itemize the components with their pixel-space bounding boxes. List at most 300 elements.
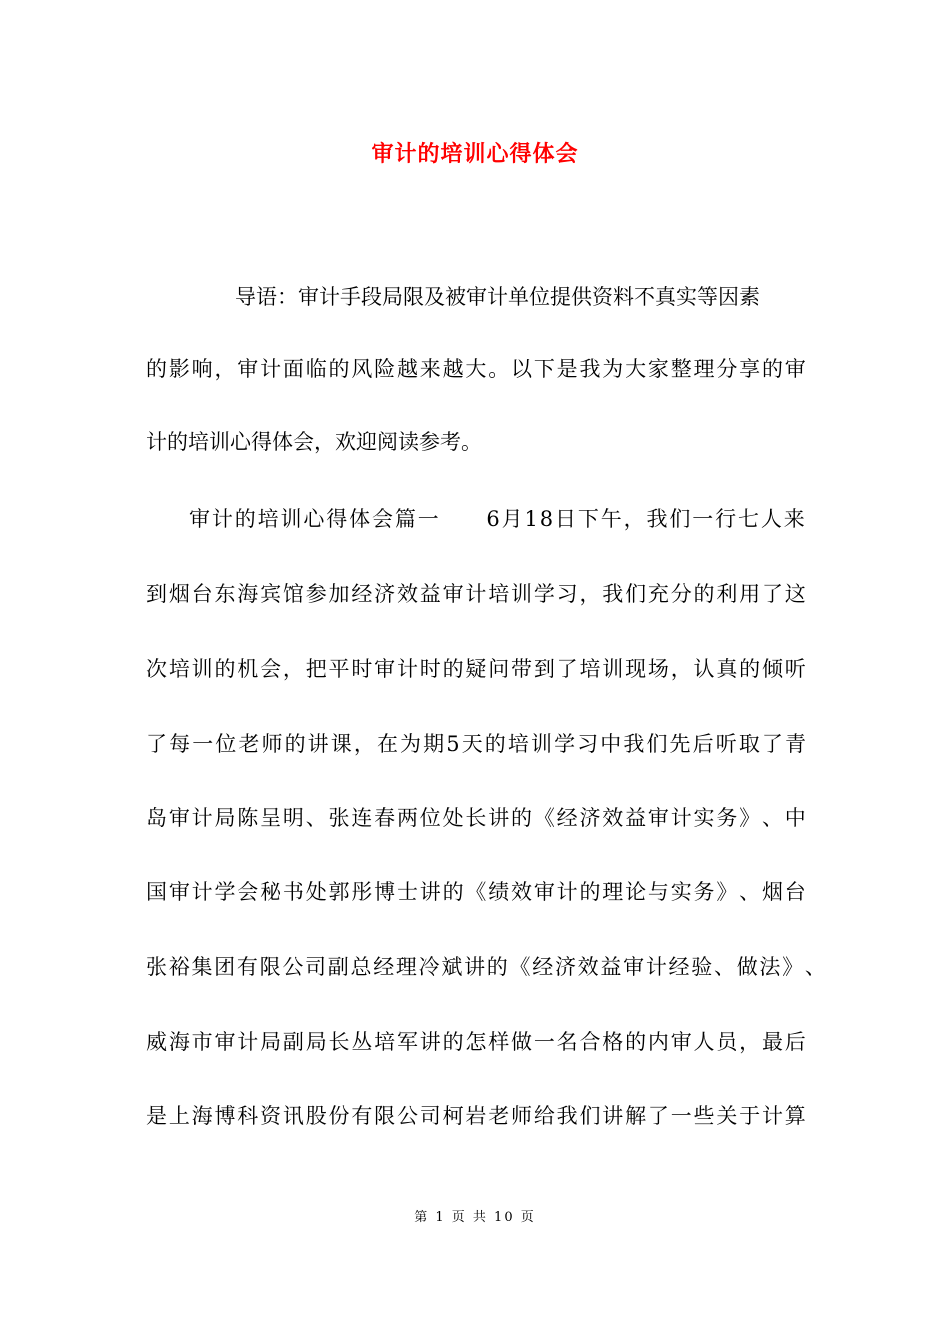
text-char: 张 [328,806,350,830]
text-char: 团 [214,955,236,979]
text-char: 整 [670,357,692,381]
text-char: 学 [554,732,576,756]
text-char: 下 [577,507,599,531]
text-char: 把 [305,657,327,681]
text-char: 计 [191,880,213,904]
text-char: 老 [238,732,260,756]
text-char: 的 [284,732,306,756]
text-char: 审 [784,357,806,381]
text-char: 处 [442,806,464,830]
text-char: 的 [739,657,761,681]
text-char: 中 [784,806,806,830]
text-char: 取 [738,732,760,756]
paragraph-line-1: 导语：审计手段局限及被审计单位提供资料不真实等因素 [235,285,760,309]
text-char: 彤 [351,880,373,904]
text-char: 丛 [351,1030,373,1054]
text-char: 书 [282,880,304,904]
text-char: 的 [442,880,464,904]
text-char: 听 [715,732,737,756]
text-char: 论 [625,880,647,904]
text-char: 理 [602,880,624,904]
text-char: 益 [600,955,622,979]
text-char: 影 [168,357,190,381]
text-char: 裕 [168,955,190,979]
text-char: 讲 [307,732,329,756]
text-char: 认 [693,657,715,681]
text-char: 平 [328,657,350,681]
text-char: 法 [759,955,781,979]
text-char: 的 [761,357,783,381]
text-char: 经 [556,806,578,830]
text-char: 讲 [602,1104,624,1128]
text-char: 做 [511,1030,532,1054]
text-char: ， [670,657,692,681]
text-char: 效 [396,582,418,606]
text-char: 经 [532,955,554,979]
text-char: 海 [237,582,259,606]
text-char: 两 [396,806,418,830]
text-char: 计 [191,806,213,830]
text-char: 经 [351,582,373,606]
text-char: 些 [693,1104,715,1128]
text-char: 培 [168,657,190,681]
text-char: 》 [782,955,804,979]
text-char: 海 [191,1104,213,1128]
text-char: 市 [191,1030,213,1054]
text-char: 以 [511,357,532,381]
text-char: 面 [282,357,304,381]
text-char: 《 [533,806,555,830]
text-char: 名 [556,1030,578,1054]
text-char: 了 [761,732,783,756]
text-char: 郭 [328,880,350,904]
text-char: 七 [738,507,759,531]
text-char: 给 [533,1104,555,1128]
text-char: 风 [351,357,373,381]
text-char: 理 [395,955,417,979]
text-char: 局 [305,1030,327,1054]
text-char: 们 [625,582,647,606]
text-char: 《 [509,955,531,979]
text-char: 6 [486,507,500,531]
text-char: 师 [261,732,283,756]
text-char: 的 [511,806,532,830]
text-char: 审 [214,1030,236,1054]
text-char: 我 [579,357,601,381]
text-char: 东 [214,582,236,606]
text-char: 局 [260,1030,282,1054]
text-char: 机 [237,657,259,681]
text-char: 烟 [761,880,783,904]
text-char: 、 [804,955,826,979]
text-char: 的 [625,1030,647,1054]
text-char: 期 [423,732,445,756]
text-char: 培 [488,582,510,606]
text-char: 限 [259,955,281,979]
text-char: 斌 [441,955,463,979]
paragraph-line-8 [146,800,806,836]
text-char: 绩 [488,880,510,904]
text-char: 月 [501,507,523,531]
text-char: 培 [507,732,529,756]
text-char: 体 [349,507,371,531]
text-char: 岛 [146,806,167,830]
text-char: 审 [374,657,396,681]
text-char: 习 [577,732,599,756]
text-char: 计 [645,955,667,979]
text-char: 审 [442,582,464,606]
text-char: 分 [716,357,738,381]
paragraph-line-7 [146,726,806,762]
text-char: 一 [417,507,439,531]
text-char: 经 [668,955,690,979]
text-char: 长 [465,806,487,830]
text-char: 务 [693,880,715,904]
text-char: 的 [328,357,350,381]
text-char: ， [579,582,601,606]
text-char: 了 [146,732,167,756]
text-char: 分 [670,582,692,606]
text-char: 险 [374,357,396,381]
text-char: 长 [328,1030,350,1054]
text-char: 训 [191,657,213,681]
text-char: 与 [647,880,669,904]
text-char: 会 [372,507,393,531]
text-char: 为 [602,357,624,381]
text-char: 博 [214,1104,236,1128]
text-char: 先 [669,732,691,756]
text-char: 问 [488,657,510,681]
text-char: 怎 [465,1030,487,1054]
text-char: 的 [214,657,236,681]
text-char: 训 [511,582,532,606]
text-char: 济 [554,955,576,979]
text-char: 现 [625,657,647,681]
text-char: 有 [351,1104,373,1128]
text-char: 学 [214,880,236,904]
text-char: 呈 [260,806,282,830]
text-char: 讲 [464,955,486,979]
text-char: 5 [446,732,460,756]
text-char: 合 [579,1030,601,1054]
text-char: 听 [784,657,806,681]
text-char: 响 [191,357,213,381]
text-char: 验 [691,955,713,979]
text-char: 们 [669,507,691,531]
text-char: 一 [192,732,214,756]
text-char: 份 [328,1104,350,1128]
paragraph-line-11 [146,1024,806,1060]
text-char: 士 [396,880,418,904]
text-char: 讯 [282,1104,304,1128]
text-char: 》 [716,880,738,904]
text-char: 最 [761,1030,783,1054]
text-char: 大 [465,357,487,381]
text-char: 到 [146,582,167,606]
text-char: 们 [646,732,668,756]
paragraph-line-5 [146,576,806,612]
text-char: 上 [168,1104,190,1128]
text-char: 关 [716,1104,738,1128]
text-char: 计 [761,1104,783,1128]
text-char: 位 [215,732,237,756]
text-char: 、 [713,955,735,979]
text-char: 。 [488,357,510,381]
text-char: 篇 [394,507,416,531]
text-char: 的 [146,357,167,381]
text-char: 台 [784,880,806,904]
text-char: 8 [539,507,554,531]
text-char: 后 [784,1030,806,1054]
text-char: 训 [602,657,624,681]
text-char: 做 [736,955,758,979]
text-char: 的 [693,582,715,606]
text-char: 计 [211,507,233,531]
text-char: 师 [511,1104,532,1128]
text-char: ， [739,1030,761,1054]
text-char: 的 [442,1030,464,1054]
text-char: 审 [670,1030,692,1054]
text-char: 1 [524,507,538,531]
text-char: 利 [716,582,738,606]
text-char: 计 [465,582,487,606]
text-char: 实 [670,880,692,904]
text-char: 计 [260,357,282,381]
paragraph-line-4 [189,501,805,537]
text-char: ， [214,357,236,381]
text-char: 柯 [442,1104,464,1128]
text-char: 有 [236,955,258,979]
text-char: 心 [303,507,325,531]
text-char: 午 [600,507,622,531]
text-char: 临 [305,357,327,381]
text-char: 审 [237,357,259,381]
text-char: 科 [237,1104,259,1128]
text-char: 我 [556,1104,578,1128]
text-char: 务 [716,806,738,830]
text-char: 青 [785,732,806,756]
text-char: 天 [461,732,483,756]
text-char: 解 [625,1104,647,1128]
text-char: 时 [419,657,441,681]
text-char: 内 [647,1030,669,1054]
text-char: 张 [146,955,167,979]
text-char: 带 [511,657,532,681]
text-char: 大 [625,357,647,381]
text-char: 威 [146,1030,167,1054]
text-char: 、 [761,806,783,830]
text-char [464,501,485,537]
text-char: 副 [327,955,349,979]
text-char: 场 [647,657,669,681]
text-char: 于 [739,1104,761,1128]
text-char: 司 [419,1104,441,1128]
text-char: 培 [374,1030,396,1054]
text-char: 冷 [418,955,440,979]
text-char: 为 [400,732,422,756]
text-char: 会 [260,657,282,681]
text-char: 一 [670,1104,692,1128]
text-char: 的 [234,507,256,531]
text-char: 岩 [465,1104,487,1128]
text-char: ， [623,507,645,531]
text-char: 国 [146,880,167,904]
text-char: 计 [237,1030,259,1054]
text-char: 公 [396,1104,418,1128]
text-char: 效 [577,955,599,979]
document-title: 审计的培训心得体会 [371,141,579,167]
text-char: 连 [351,806,373,830]
text-char: 经 [373,955,395,979]
text-char: 限 [374,1104,396,1128]
text-char: 人 [693,1030,715,1054]
text-char: 的 [484,732,506,756]
text-char: 计 [556,880,578,904]
text-char: 宾 [260,582,282,606]
paragraph-line-12 [146,1098,806,1134]
text-char: 效 [511,880,532,904]
text-char: 了 [556,657,578,681]
text-char: 讲 [419,880,441,904]
text-char: 课 [330,732,352,756]
text-char: 次 [146,657,167,681]
text-char: 习 [556,582,578,606]
paragraph-line-9 [146,874,806,910]
text-char: 日 [555,507,576,531]
text-char: 这 [784,582,806,606]
text-char: 公 [282,955,304,979]
text-char: 馆 [282,582,304,606]
text-char: 、 [739,880,761,904]
paragraph-line-3: 计的培训心得体会，欢迎阅读参考。 [146,430,482,454]
text-char: 我 [602,582,624,606]
text-char: 秘 [260,880,282,904]
text-char: ， [353,732,375,756]
text-char: 后 [692,732,714,756]
text-char: 实 [693,806,715,830]
text-char: 倾 [761,657,783,681]
text-char: 训 [530,732,552,756]
text-char: 我 [623,732,645,756]
text-char: 用 [739,582,761,606]
text-char: 军 [396,1030,418,1054]
text-char: 充 [647,582,669,606]
text-char: 会 [237,880,259,904]
text-char: 效 [602,806,624,830]
text-char: 是 [556,357,578,381]
text-char: 得 [326,507,348,531]
text-char [441,501,462,537]
text-char: 样 [488,1030,510,1054]
text-char: 》 [739,806,761,830]
text-char: 审 [623,955,645,979]
text-char: 审 [168,806,190,830]
text-char: 培 [257,507,279,531]
text-char: 审 [168,880,190,904]
text-char: 益 [625,806,647,830]
text-char: 司 [305,955,327,979]
text-char: 一 [692,507,714,531]
text-char: 算 [784,1104,806,1128]
page-number-footer: 第 1 页 共 10 页 [414,1210,536,1225]
text-char: 学 [533,582,555,606]
text-char: 春 [374,806,396,830]
paragraph-line-6 [146,651,806,687]
text-char: 审 [533,880,555,904]
text-char: 的 [579,880,601,904]
text-char: 们 [579,1104,601,1128]
text-char: 来 [419,357,441,381]
text-char: 了 [761,582,783,606]
text-char: 副 [282,1030,304,1054]
text-char: 一 [533,1030,555,1054]
text-char: 中 [600,732,622,756]
text-char: 的 [442,657,464,681]
text-char: 培 [579,657,601,681]
text-char: 参 [305,582,327,606]
text-char: 陈 [237,806,259,830]
text-char: 计 [396,657,418,681]
text-char: 员 [716,1030,738,1054]
text-char: 股 [305,1104,327,1128]
text-char: 疑 [465,657,487,681]
text-char: 真 [716,657,738,681]
text-char: 下 [533,357,555,381]
text-char: 处 [305,880,327,904]
text-char: 讲 [419,1030,441,1054]
text-char: 是 [146,1104,167,1128]
text-char: 《 [465,880,487,904]
text-char: 总 [350,955,372,979]
text-char: 台 [191,582,213,606]
text-char: 讲 [488,806,510,830]
text-char: 局 [214,806,236,830]
text-char: 我 [646,507,668,531]
text-char: 越 [442,357,464,381]
text-char: 了 [647,1104,669,1128]
text-char: 在 [376,732,398,756]
text-char: ， [282,657,304,681]
text-char: 每 [169,732,191,756]
text-char: 理 [693,357,715,381]
text-char: 博 [374,880,396,904]
text-char: 享 [739,357,761,381]
text-char: 海 [168,1030,190,1054]
text-char: 济 [579,806,601,830]
text-char: 审 [647,806,669,830]
text-char: 行 [715,507,737,531]
text-char: 训 [280,507,302,531]
text-char: 计 [670,806,692,830]
text-char: 来 [783,507,805,531]
text-char: 位 [419,806,441,830]
text-char: 越 [396,357,418,381]
paragraph-line-2 [146,351,806,387]
text-char: 明 [282,806,304,830]
text-char: 济 [374,582,396,606]
text-char: 时 [351,657,373,681]
text-char: 人 [760,507,782,531]
text-char: 烟 [168,582,190,606]
text-char: 集 [191,955,213,979]
text-char: 的 [486,955,508,979]
text-char: 老 [488,1104,510,1128]
text-char: 加 [328,582,350,606]
text-char: 资 [260,1104,282,1128]
text-char: 家 [647,357,669,381]
paragraph-line-10 [146,949,826,985]
text-char: 审 [189,507,210,531]
